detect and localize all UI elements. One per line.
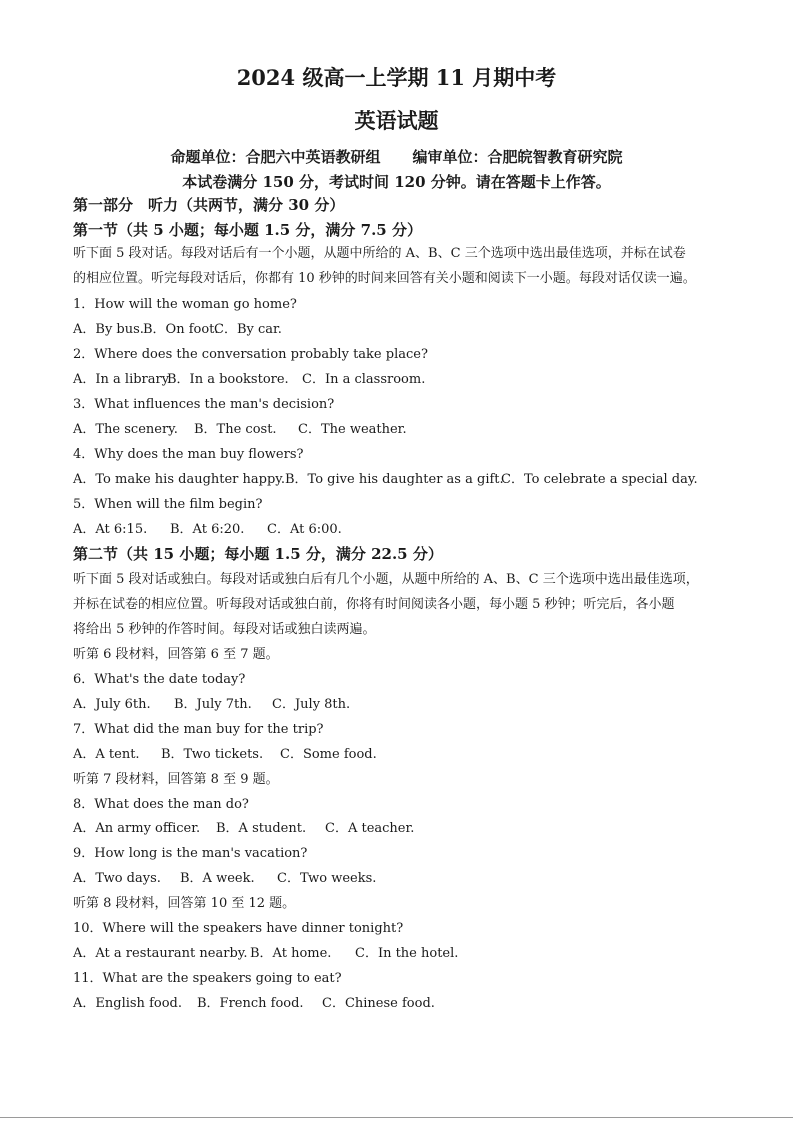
option-c: C．Two weeks.: [277, 871, 377, 886]
option-a: A．In a library.: [73, 372, 172, 387]
part1-title: 第一部分 听力（共两节，满分 30 分）: [73, 196, 345, 214]
question-stem: 11．What are the speakers going to eat?: [73, 971, 342, 986]
option-a: A．At 6:15.: [73, 522, 148, 537]
exam-units: [0, 146, 793, 167]
question-options: [73, 372, 425, 388]
option-c: C．By car.: [214, 322, 282, 337]
section2-intro: 并标在试卷的相应位置。听每段对话或独白前，你将有时间阅读各小题，每小题 5 秒钟；听完后，各小题: [73, 597, 675, 612]
question-stem: 3．What influences the man's decision?: [73, 397, 335, 412]
question-options: [73, 422, 407, 438]
question-stem: 1．How will the woman go home?: [73, 297, 297, 312]
question-options: [73, 996, 435, 1012]
option-c: C．At 6:00.: [267, 522, 342, 537]
option-b: B．Two tickets.: [161, 747, 264, 762]
question-stem: 10．Where will the speakers have dinner tonight?: [73, 921, 404, 936]
option-c: C．July 8th.: [272, 697, 351, 712]
option-a: A．A tent.: [73, 747, 140, 762]
option-b: B．At home.: [250, 946, 332, 961]
reviewer-unit: 编审单位：合肥皖智教育研究院: [412, 148, 623, 166]
material-instruction: 听第 8 段材料，回答第 10 至 12 题。: [73, 896, 296, 911]
option-b: B．French food.: [197, 996, 304, 1011]
option-c: C．In the hotel.: [355, 946, 459, 961]
question-stem: 5．When will the film begin?: [73, 497, 263, 512]
option-b: B．A week.: [180, 871, 255, 886]
exam-subtitle: 英语试题: [354, 108, 439, 133]
question-stem: 2．Where does the conversation probably take place?: [73, 347, 428, 362]
section1-title: 第一节（共 5 小题；每小题 1.5 分，满分 7.5 分）: [73, 221, 422, 239]
option-c: C．A teacher.: [325, 821, 415, 836]
option-b: B．To give his daughter as a gift.: [285, 472, 504, 487]
question-options: [73, 522, 342, 538]
option-c: C．Some food.: [280, 747, 377, 762]
option-b: B．The cost.: [194, 422, 277, 437]
option-a: A．To make his daughter happy.: [73, 472, 286, 487]
question-stem: 8．What does the man do?: [73, 797, 249, 812]
option-c: C．The weather.: [298, 422, 407, 437]
option-b: B．A student.: [216, 821, 307, 836]
option-a: A．English food.: [73, 996, 182, 1011]
question-options: [73, 322, 282, 338]
section2-title: 第二节（共 15 小题；每小题 1.5 分，满分 22.5 分）: [73, 545, 443, 563]
section1-intro: 的相应位置。听完每段对话后，你都有 10 秒钟的时间来回答有关小题和阅读下一小题。每段对话仅读一遍。: [73, 271, 696, 286]
question-options: [73, 697, 350, 713]
question-stem: 6．What's the date today?: [73, 672, 246, 687]
section2-intro: 听下面 5 段对话或独白。每段对话或独白后有几个小题，从题中所给的 A、B、C 三个选项中选出最佳选项，: [73, 572, 699, 587]
question-stem: 7．What did the man buy for the trip?: [73, 722, 324, 737]
question-options: [73, 747, 377, 763]
option-b: B．At 6:20.: [170, 522, 245, 537]
option-c: C．To celebrate a special day.: [501, 472, 698, 487]
exam-instructions: 本试卷满分 150 分，考试时间 120 分钟。请在答题卡上作答。: [182, 173, 611, 191]
question-stem: 9．How long is the man's vacation?: [73, 846, 308, 861]
option-a: A．At a restaurant nearby.: [73, 946, 248, 961]
option-b: B．July 7th.: [174, 697, 252, 712]
question-options: [73, 871, 376, 887]
option-a: A．The scenery.: [73, 422, 178, 437]
material-instruction: 听第 6 段材料，回答第 6 至 7 题。: [73, 647, 279, 662]
option-c: C．Chinese food.: [322, 996, 435, 1011]
option-b: B．On foot.: [143, 322, 219, 337]
exam-title: 2024 级高一上学期 11 月期中考: [236, 65, 557, 90]
question-options: [73, 821, 414, 837]
question-options: [73, 472, 698, 488]
option-a: A．By bus.: [73, 322, 144, 337]
section1-intro: 听下面 5 段对话。每段对话后有一个小题，从题中所给的 A、B、C 三个选项中选出最佳选项，并标在试卷: [73, 246, 686, 261]
option-c: C．In a classroom.: [302, 372, 426, 387]
material-instruction: 听第 7 段材料，回答第 8 至 9 题。: [73, 772, 279, 787]
page-bottom-divider: [0, 1117, 793, 1118]
option-b: B．In a bookstore.: [167, 372, 289, 387]
question-stem: 4．Why does the man buy flowers?: [73, 447, 304, 462]
question-options: [73, 946, 458, 962]
proposer-unit: 命题单位：合肥六中英语教研组: [170, 148, 381, 166]
section2-intro: 将给出 5 秒钟的作答时间。每段对话或独白读两遍。: [73, 622, 376, 637]
option-a: A．Two days.: [73, 871, 161, 886]
option-a: A．An army officer.: [73, 821, 201, 836]
option-a: A．July 6th.: [73, 697, 151, 712]
